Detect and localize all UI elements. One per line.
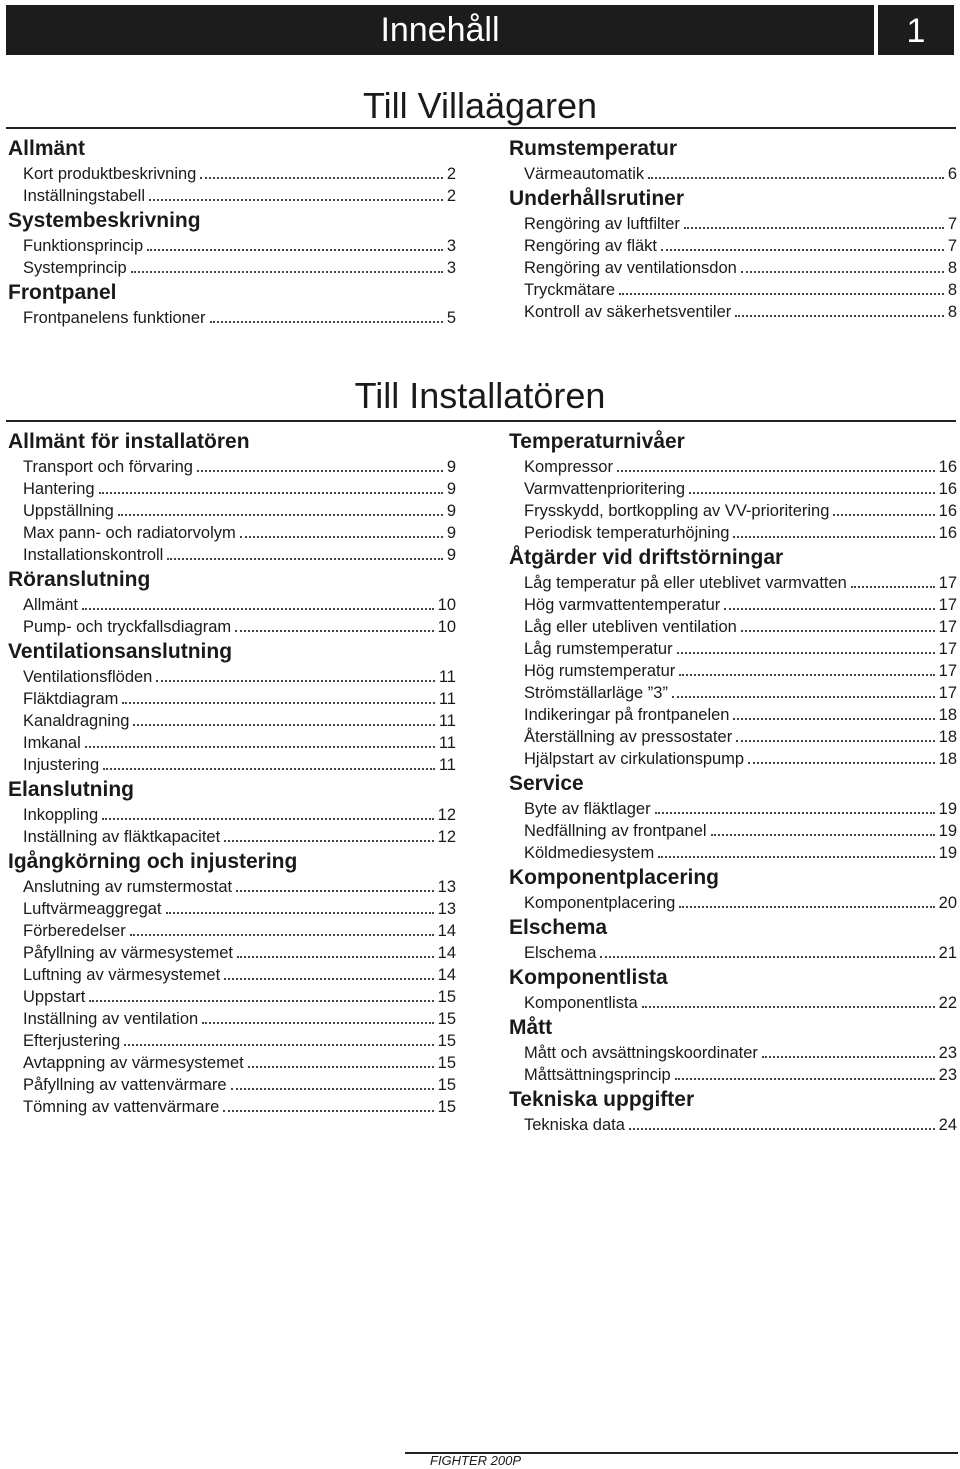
toc-entry[interactable] — [23, 876, 456, 898]
toc-entry-page: 17 — [938, 640, 957, 658]
toc-entry-label: Påfyllning av värmesystemet — [23, 944, 233, 962]
toc-entry[interactable] — [524, 942, 957, 964]
toc-entry-page: 17 — [938, 596, 957, 614]
toc-entry-label: Förberedelser — [23, 922, 126, 940]
dot-leader — [733, 536, 934, 538]
dot-leader — [748, 762, 935, 764]
toc-entry-page: 19 — [938, 844, 957, 862]
toc-entry[interactable] — [23, 920, 456, 942]
toc-entry-label: Anslutning av rumstermostat — [23, 878, 233, 896]
toc-column-installer-left — [8, 428, 456, 1118]
toc-entry-page: 11 — [438, 690, 456, 708]
dot-leader — [102, 818, 433, 820]
toc-entry-label: Luftvärmeaggregat — [23, 900, 162, 918]
toc-entry[interactable] — [524, 522, 957, 544]
toc-entry-label: Kort produktbeskrivning — [23, 165, 197, 183]
toc-entry-label: Efterjustering — [23, 1032, 121, 1050]
toc-entry-label: Ventilationsflöden — [23, 668, 153, 686]
toc-entry-label: Rengöring av ventilationsdon — [524, 259, 737, 277]
dot-leader — [600, 956, 934, 958]
toc-entry-page: 17 — [938, 574, 957, 592]
toc-group-title: Temperaturnivåer — [509, 430, 685, 453]
toc-entry-label: Imkanal — [23, 734, 81, 752]
toc-entry[interactable] — [524, 572, 957, 594]
toc-entry[interactable] — [524, 704, 957, 726]
dot-leader — [833, 514, 934, 516]
toc-entry-label: Elschema — [524, 944, 597, 962]
toc-entry-page: 15 — [437, 1054, 456, 1072]
toc-entry-label: Komponentplacering — [524, 894, 676, 912]
toc-entry[interactable] — [23, 1030, 456, 1052]
dot-leader — [240, 536, 443, 538]
toc-entry-label: Påfyllning av vattenvärmare — [23, 1076, 227, 1094]
toc-entry-page: 12 — [437, 806, 456, 824]
toc-entry[interactable] — [23, 594, 456, 616]
toc-entry-page: 11 — [438, 756, 456, 774]
dot-leader — [642, 1006, 935, 1008]
toc-entry[interactable] — [524, 748, 957, 770]
toc-entry-page: 16 — [938, 480, 957, 498]
toc-entry[interactable] — [524, 892, 957, 914]
toc-entry-label: Hög rumstemperatur — [524, 662, 676, 680]
toc-entry-page: 8 — [947, 303, 957, 321]
toc-entry[interactable] — [23, 964, 456, 986]
toc-group-title: Frontpanel — [8, 281, 117, 304]
toc-entry-label: Hjälpstart av cirkulationspump — [524, 750, 745, 768]
toc-entry-label: Installationskontroll — [23, 546, 164, 564]
toc-entry-page: 16 — [938, 502, 957, 520]
toc-entry-label: Tekniska data — [524, 1116, 625, 1134]
toc-entry-label: Måttsättningsprincip — [524, 1066, 671, 1084]
toc-entry-page: 14 — [437, 944, 456, 962]
toc-entry-label: Inställning av ventilation — [23, 1010, 199, 1028]
toc-entry[interactable] — [524, 726, 957, 748]
toc-entry[interactable] — [524, 616, 957, 638]
toc-group-title: Åtgärder vid driftstörningar — [509, 546, 784, 569]
toc-column-installer-right — [509, 428, 957, 1136]
toc-group-title: Allmänt för installatören — [8, 430, 250, 453]
toc-entry[interactable] — [23, 500, 456, 522]
section-title-installer: Till Installatören — [354, 375, 606, 416]
toc-entry[interactable] — [524, 456, 957, 478]
toc-entry-page: 17 — [938, 662, 957, 680]
toc-entry-label: Låg temperatur på eller uteblivet varmvatten — [524, 574, 847, 592]
dot-leader — [85, 746, 435, 748]
toc-entry[interactable] — [524, 257, 957, 279]
dot-leader — [200, 177, 442, 179]
toc-entry[interactable] — [524, 301, 957, 323]
toc-entry-label: Inkoppling — [23, 806, 99, 824]
dot-leader — [118, 514, 443, 516]
dot-leader — [655, 812, 935, 814]
toc-entry[interactable] — [23, 1096, 456, 1118]
toc-entry[interactable] — [23, 616, 456, 638]
dot-leader — [733, 718, 934, 720]
toc-entry-label: Tryckmätare — [524, 281, 616, 299]
toc-entry-page: 21 — [938, 944, 957, 962]
toc-entry-page: 10 — [437, 618, 456, 636]
dot-leader — [82, 608, 434, 610]
dot-leader — [89, 1000, 433, 1002]
toc-entry-label: Varmvattenprioritering — [524, 480, 686, 498]
toc-entry[interactable] — [23, 1008, 456, 1030]
toc-entry[interactable] — [23, 754, 456, 776]
toc-entry[interactable] — [524, 820, 957, 842]
toc-entry[interactable] — [23, 257, 456, 279]
toc-entry-page: 19 — [938, 822, 957, 840]
toc-entry-page: 9 — [446, 502, 456, 520]
toc-entry-page: 14 — [437, 922, 456, 940]
toc-entry-label: Inställning av fläktkapacitet — [23, 828, 221, 846]
toc-entry[interactable] — [23, 478, 456, 500]
toc-entry[interactable] — [524, 682, 957, 704]
toc-entry-page: 18 — [938, 728, 957, 746]
toc-entry[interactable] — [23, 688, 456, 710]
toc-entry-page: 9 — [446, 524, 456, 542]
toc-entry-page: 20 — [938, 894, 957, 912]
toc-group-title: Röranslutning — [8, 568, 151, 591]
dot-leader — [99, 492, 443, 494]
toc-entry-page: 7 — [947, 237, 957, 255]
toc-entry-page: 24 — [938, 1116, 957, 1134]
dot-leader — [851, 586, 935, 588]
toc-entry-page: 18 — [938, 706, 957, 724]
toc-entry[interactable] — [524, 798, 957, 820]
toc-entry-label: Uppstart — [23, 988, 86, 1006]
toc-entry-label: Byte av fläktlager — [524, 800, 651, 818]
toc-group-title: Allmänt — [8, 137, 86, 160]
toc-entry-label: Kanaldragning — [23, 712, 130, 730]
toc-entry[interactable] — [23, 986, 456, 1008]
toc-entry[interactable] — [524, 1064, 957, 1086]
dot-leader — [103, 768, 435, 770]
toc-entry[interactable] — [23, 732, 456, 754]
toc-group-title: Systembeskrivning — [8, 209, 201, 232]
toc-entry-page: 9 — [446, 458, 456, 476]
toc-entry-page: 11 — [438, 734, 456, 752]
toc-entry-label: Pump- och tryckfallsdiagram — [23, 618, 232, 636]
toc-entry-label: Rengöring av luftfilter — [524, 215, 680, 233]
toc-entry-label: Periodisk temperaturhöjning — [524, 524, 730, 542]
dot-leader — [736, 740, 934, 742]
toc-entry[interactable] — [23, 1052, 456, 1074]
toc-group-title: Underhållsrutiner — [509, 187, 685, 210]
dot-leader — [741, 630, 935, 632]
toc-entry-page: 11 — [438, 712, 456, 730]
dot-leader — [689, 492, 935, 494]
toc-entry-label: Tömning av vattenvärmare — [23, 1098, 220, 1116]
toc-group-title: Igångkörning och injustering — [8, 850, 298, 873]
toc-group-title: Elanslutning — [8, 778, 134, 801]
dot-leader — [679, 674, 934, 676]
toc-entry-page: 9 — [446, 546, 456, 564]
toc-entry[interactable] — [524, 660, 957, 682]
toc-entry[interactable] — [23, 235, 456, 257]
toc-entry-page: 2 — [446, 165, 456, 183]
dot-leader — [147, 249, 443, 251]
toc-entry-page: 16 — [938, 458, 957, 476]
dot-leader — [735, 315, 944, 317]
toc-entry-label: Nedfällning av frontpanel — [524, 822, 707, 840]
footer-model: FIGHTER 200P — [430, 1453, 522, 1468]
page-title: Innehåll — [380, 11, 500, 49]
toc-entry[interactable] — [524, 842, 957, 864]
toc-entry-page: 11 — [438, 668, 456, 686]
toc-group-title: Komponentlista — [509, 966, 668, 989]
toc-entry-page: 3 — [446, 259, 456, 277]
toc-entry-label: Transport och förvaring — [23, 458, 193, 476]
toc-entry[interactable] — [524, 992, 957, 1014]
dot-leader — [149, 199, 443, 201]
toc-entry[interactable] — [23, 942, 456, 964]
toc-entry-page: 12 — [437, 828, 456, 846]
section-divider — [6, 127, 956, 129]
toc-entry[interactable] — [524, 163, 957, 185]
toc-entry-label: Hög varmvattentemperatur — [524, 596, 721, 614]
dot-leader — [629, 1128, 935, 1130]
toc-column-villa-left — [8, 135, 456, 329]
toc-entry-page: 2 — [446, 187, 456, 205]
toc-entry[interactable] — [524, 500, 957, 522]
toc-entry-page: 18 — [938, 750, 957, 768]
toc-entry-label: Kompressor — [524, 458, 613, 476]
dot-leader — [124, 1044, 433, 1046]
toc-entry[interactable] — [23, 307, 456, 329]
toc-entry-page: 10 — [437, 596, 456, 614]
toc-group-title: Komponentplacering — [509, 866, 720, 889]
dot-leader — [166, 912, 434, 914]
toc-entry-label: Frontpanelens funktioner — [23, 309, 206, 327]
toc-entry-page: 23 — [938, 1066, 957, 1084]
dot-leader — [684, 227, 944, 229]
toc-entry[interactable] — [524, 1114, 957, 1136]
toc-entry[interactable] — [23, 1074, 456, 1096]
toc-entry-label: Mått och avsättningskoordinater — [524, 1044, 758, 1062]
toc-entry-label: Allmänt — [23, 596, 79, 614]
dot-leader — [762, 1056, 935, 1058]
dot-leader — [224, 840, 433, 842]
toc-entry-page: 17 — [938, 618, 957, 636]
toc-entry-label: Värmeautomatik — [524, 165, 645, 183]
dot-leader — [167, 558, 442, 560]
toc-entry[interactable] — [524, 235, 957, 257]
toc-entry[interactable] — [23, 456, 456, 478]
dot-leader — [156, 680, 435, 682]
toc-entry-label: Avtappning av värmesystemet — [23, 1054, 244, 1072]
toc-entry-page: 15 — [437, 1076, 456, 1094]
toc-entry-page: 15 — [437, 1032, 456, 1050]
dot-leader — [223, 1110, 433, 1112]
toc-entry-page: 15 — [437, 988, 456, 1006]
toc-entry-label: Hantering — [23, 480, 95, 498]
toc-entry-page: 8 — [947, 259, 957, 277]
dot-leader — [130, 934, 434, 936]
toc-entry-page: 13 — [437, 878, 456, 896]
toc-entry-page: 13 — [437, 900, 456, 918]
toc-entry[interactable] — [524, 279, 957, 301]
toc-group-title: Rumstemperatur — [509, 137, 678, 160]
toc-entry-page: 16 — [938, 524, 957, 542]
toc-entry-label: Strömställarläge ”3” — [524, 684, 668, 702]
dot-leader — [237, 956, 434, 958]
toc-entry[interactable] — [524, 594, 957, 616]
toc-entry-label: Låg rumstemperatur — [524, 640, 673, 658]
toc-entry-label: Funktionsprincip — [23, 237, 144, 255]
dot-leader — [210, 321, 443, 323]
toc-entry-label: Fläktdiagram — [23, 690, 119, 708]
toc-entry-label: Systemprincip — [23, 259, 127, 277]
toc-entry[interactable] — [23, 544, 456, 566]
toc-group-title: Tekniska uppgifter — [509, 1088, 695, 1111]
dot-leader — [231, 1088, 434, 1090]
dot-leader — [248, 1066, 434, 1068]
dot-leader — [122, 702, 434, 704]
dot-leader — [711, 834, 935, 836]
toc-entry-page: 15 — [437, 1098, 456, 1116]
dot-leader — [224, 978, 433, 980]
toc-entry[interactable] — [524, 638, 957, 660]
dot-leader — [677, 652, 935, 654]
toc-entry-label: Låg eller utebliven ventilation — [524, 618, 737, 636]
toc-entry-label: Luftning av värmesystemet — [23, 966, 221, 984]
toc-entry[interactable] — [23, 804, 456, 826]
dot-leader — [679, 906, 934, 908]
toc-entry-page: 22 — [938, 994, 957, 1012]
toc-entry-page: 14 — [437, 966, 456, 984]
toc-entry[interactable] — [23, 163, 456, 185]
toc-entry-label: Kontroll av säkerhetsventiler — [524, 303, 732, 321]
toc-entry[interactable] — [23, 185, 456, 207]
dot-leader — [235, 630, 433, 632]
toc-entry-label: Frysskydd, bortkoppling av VV-prioritering — [524, 502, 830, 520]
toc-entry-page: 17 — [938, 684, 957, 702]
section-divider — [6, 420, 956, 422]
toc-entry-label: Indikeringar på frontpanelen — [524, 706, 730, 724]
toc-entry[interactable] — [23, 710, 456, 732]
dot-leader — [648, 177, 944, 179]
toc-entry-page: 6 — [947, 165, 957, 183]
toc-entry-page: 7 — [947, 215, 957, 233]
toc-entry-page: 5 — [446, 309, 456, 327]
toc-entry-page: 3 — [446, 237, 456, 255]
section-title-villa: Till Villaägaren — [362, 85, 598, 126]
page-number: 1 — [878, 5, 954, 55]
dot-leader — [741, 271, 944, 273]
toc-group-title: Mått — [509, 1016, 553, 1039]
dot-leader — [672, 696, 935, 698]
dot-leader — [236, 890, 434, 892]
toc-entry-label: Återställning av pressostater — [524, 728, 733, 746]
toc-entry[interactable] — [23, 898, 456, 920]
toc-entry-label: Köldmediesystem — [524, 844, 655, 862]
dot-leader — [202, 1022, 433, 1024]
dot-leader — [131, 271, 443, 273]
dot-leader — [617, 470, 935, 472]
toc-entry[interactable] — [524, 1042, 957, 1064]
dot-leader — [197, 470, 443, 472]
toc-entry-label: Komponentlista — [524, 994, 638, 1012]
dot-leader — [133, 724, 434, 726]
toc-group-title: Service — [509, 772, 584, 795]
dot-leader — [675, 1078, 935, 1080]
toc-entry[interactable] — [524, 213, 957, 235]
toc-entry-label: Injustering — [23, 756, 100, 774]
toc-entry[interactable] — [23, 826, 456, 848]
toc-entry-page: 8 — [947, 281, 957, 299]
toc-group-title: Elschema — [509, 916, 608, 939]
toc-entry-page: 23 — [938, 1044, 957, 1062]
toc-entry-page: 19 — [938, 800, 957, 818]
toc-entry-label: Inställningstabell — [23, 187, 145, 205]
toc-entry[interactable] — [524, 478, 957, 500]
dot-leader — [661, 249, 944, 251]
dot-leader — [658, 856, 934, 858]
toc-column-villa-right — [509, 135, 957, 323]
toc-entry[interactable] — [23, 522, 456, 544]
dot-leader — [724, 608, 934, 610]
toc-entry-label: Rengöring av fläkt — [524, 237, 657, 255]
toc-entry-label: Uppställning — [23, 502, 114, 520]
toc-entry-label: Max pann- och radiatorvolym — [23, 524, 236, 542]
toc-entry[interactable] — [23, 666, 456, 688]
toc-entry-page: 9 — [446, 480, 456, 498]
dot-leader — [619, 293, 944, 295]
toc-entry-page: 15 — [437, 1010, 456, 1028]
toc-group-title: Ventilationsanslutning — [8, 640, 233, 663]
